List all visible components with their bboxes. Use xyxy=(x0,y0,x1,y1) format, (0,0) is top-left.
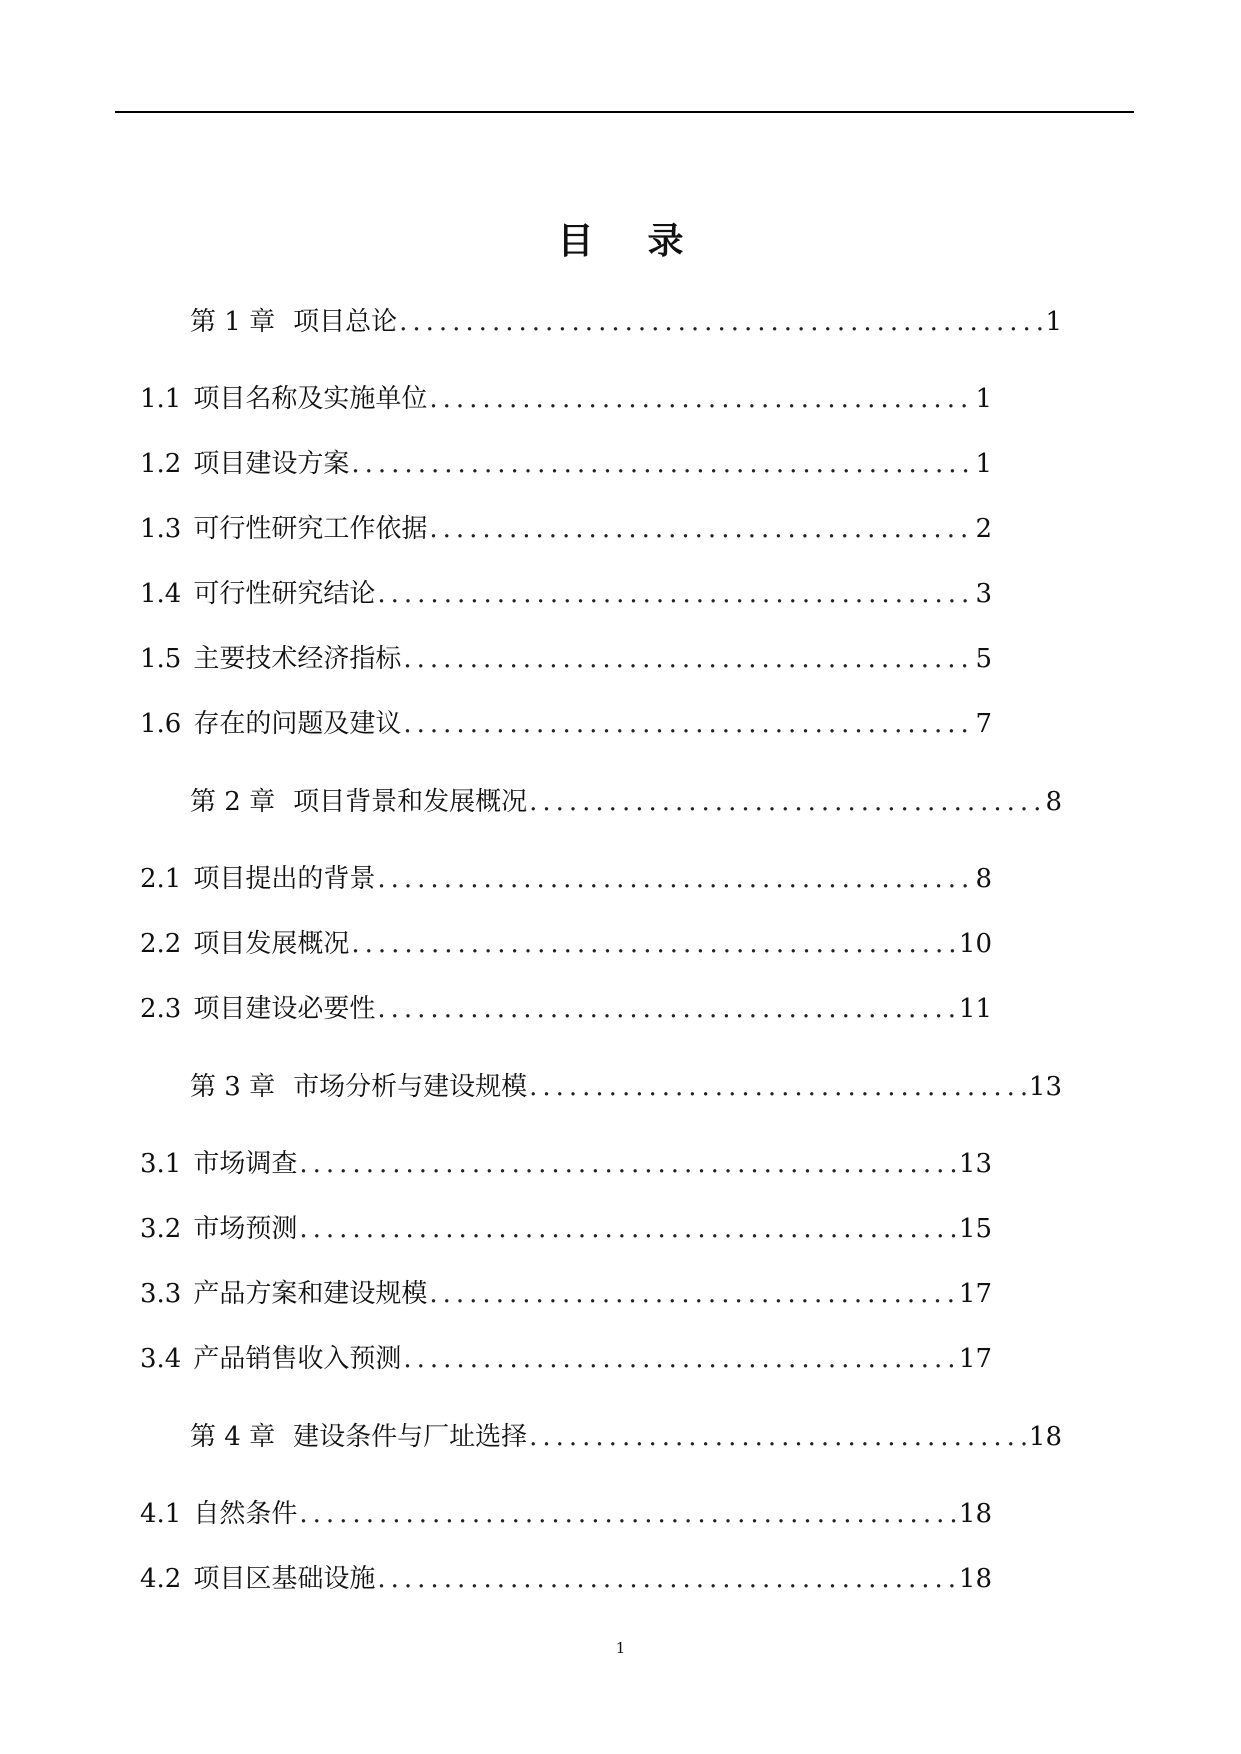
toc-entry-title: 项目发展概况 xyxy=(193,929,350,959)
toc-page-number: 3 xyxy=(975,579,992,609)
toc-entry-title: 可行性研究工作依据 xyxy=(193,514,428,544)
toc-page-number: 1 xyxy=(1045,307,1062,337)
toc-chapter-4[interactable] xyxy=(190,1419,1062,1455)
toc-entry-title: 建设条件与厂址选择 xyxy=(293,1422,528,1452)
toc-section-number: 4.1 xyxy=(140,1499,182,1529)
toc-section-number: 4.2 xyxy=(140,1564,182,1594)
toc-dot-leader xyxy=(377,576,973,612)
toc-section-number: 2.1 xyxy=(140,864,182,894)
toc-page-number: 13 xyxy=(1028,1072,1062,1102)
toc-page-number: 2 xyxy=(975,514,992,544)
toc-section-3-2[interactable] xyxy=(140,1211,992,1247)
toc-dot-leader xyxy=(299,1496,957,1532)
toc-page-number: 1 xyxy=(975,449,992,479)
toc-entry-title: 产品销售收入预测 xyxy=(193,1344,402,1374)
toc-page-number: 18 xyxy=(958,1499,992,1529)
toc-entry-title: 项目建设方案 xyxy=(193,449,350,479)
toc-section-2-2[interactable] xyxy=(140,926,992,962)
toc-dot-leader xyxy=(377,991,957,1027)
toc-section-number: 1.4 xyxy=(140,579,182,609)
toc-entry-title: 可行性研究结论 xyxy=(193,579,376,609)
toc-entry-title: 市场调查 xyxy=(193,1149,298,1179)
toc-entry-title: 自然条件 xyxy=(193,1499,298,1529)
toc-section-4-2[interactable] xyxy=(140,1561,992,1597)
toc-section-number: 3.4 xyxy=(140,1344,182,1374)
toc-entry-title: 市场预测 xyxy=(193,1214,298,1244)
toc-page-number: 8 xyxy=(975,864,992,894)
toc-section-2-1[interactable] xyxy=(140,861,992,897)
toc-page-number: 18 xyxy=(958,1564,992,1594)
toc-section-1-1[interactable] xyxy=(140,381,992,417)
toc-entry-title: 主要技术经济指标 xyxy=(193,644,402,674)
toc-section-number: 1.2 xyxy=(140,449,182,479)
toc-entry-title: 项目建设必要性 xyxy=(193,994,376,1024)
toc-section-2-3[interactable] xyxy=(140,991,992,1027)
toc-chapter-label: 第 2 章 xyxy=(190,787,276,817)
toc-section-3-4[interactable] xyxy=(140,1341,992,1377)
toc-page-number: 7 xyxy=(975,709,992,739)
toc-title: 目录 xyxy=(557,221,738,262)
toc-section-number: 1.1 xyxy=(140,384,182,414)
toc-dot-leader xyxy=(529,1419,1027,1455)
toc-chapter-label: 第 4 章 xyxy=(190,1422,276,1452)
toc-dot-leader xyxy=(377,1561,957,1597)
toc-section-1-5[interactable] xyxy=(140,641,992,677)
toc-page-number: 17 xyxy=(958,1344,992,1374)
toc-section-1-4[interactable] xyxy=(140,576,992,612)
toc-entry-title: 市场分析与建设规模 xyxy=(293,1072,528,1102)
toc-section-1-2[interactable] xyxy=(140,446,992,482)
toc-dot-leader xyxy=(529,1069,1027,1105)
page-number: 1 xyxy=(615,1639,626,1657)
toc-section-number: 2.3 xyxy=(140,994,182,1024)
toc-page-number: 15 xyxy=(958,1214,992,1244)
toc-entry-title: 项目总论 xyxy=(293,307,398,337)
toc-entry-title: 存在的问题及建议 xyxy=(193,709,402,739)
toc-section-1-6[interactable] xyxy=(140,706,992,742)
toc-section-3-1[interactable] xyxy=(140,1146,992,1182)
toc-dot-leader xyxy=(403,706,973,742)
toc-page-number: 5 xyxy=(975,644,992,674)
toc-section-number: 1.5 xyxy=(140,644,182,674)
toc-dot-leader xyxy=(403,1341,957,1377)
toc-chapter-1[interactable] xyxy=(190,304,1062,340)
toc-chapter-2[interactable] xyxy=(190,784,1062,820)
toc-section-number: 2.2 xyxy=(140,929,182,959)
toc-page-number: 13 xyxy=(958,1149,992,1179)
toc-entry-title: 项目背景和发展概况 xyxy=(293,787,528,817)
toc-entry-title: 项目提出的背景 xyxy=(193,864,376,894)
toc-dot-leader xyxy=(377,861,973,897)
toc-section-number: 3.2 xyxy=(140,1214,182,1244)
toc-page-number: 8 xyxy=(1045,787,1062,817)
toc-chapter-3[interactable] xyxy=(190,1069,1062,1105)
toc-entry-title: 项目区基础设施 xyxy=(193,1564,376,1594)
toc-section-number: 1.3 xyxy=(140,514,182,544)
toc-entry-title: 项目名称及实施单位 xyxy=(193,384,428,414)
toc-page-number: 18 xyxy=(1028,1422,1062,1452)
toc-dot-leader xyxy=(399,304,1043,340)
toc-dot-leader xyxy=(429,381,973,417)
toc-section-number: 3.1 xyxy=(140,1149,182,1179)
toc-dot-leader xyxy=(351,926,957,962)
toc-chapter-label: 第 1 章 xyxy=(190,307,276,337)
toc-page-number: 10 xyxy=(958,929,992,959)
toc-dot-leader xyxy=(351,446,973,482)
toc-entry-title: 产品方案和建设规模 xyxy=(193,1279,428,1309)
toc-dot-leader xyxy=(529,784,1043,820)
toc-page-number: 1 xyxy=(975,384,992,414)
toc-dot-leader xyxy=(403,641,973,677)
toc-page-number: 17 xyxy=(958,1279,992,1309)
toc-section-4-1[interactable] xyxy=(140,1496,992,1532)
toc-dot-leader xyxy=(299,1211,957,1247)
toc-dot-leader xyxy=(429,511,973,547)
toc-dot-leader xyxy=(299,1146,957,1182)
toc-page-number: 11 xyxy=(958,994,992,1024)
toc-section-3-3[interactable] xyxy=(140,1276,992,1312)
toc-dot-leader xyxy=(429,1276,957,1312)
toc-section-number: 3.3 xyxy=(140,1279,182,1309)
toc-section-number: 1.6 xyxy=(140,709,182,739)
toc-chapter-label: 第 3 章 xyxy=(190,1072,276,1102)
toc-section-1-3[interactable] xyxy=(140,511,992,547)
